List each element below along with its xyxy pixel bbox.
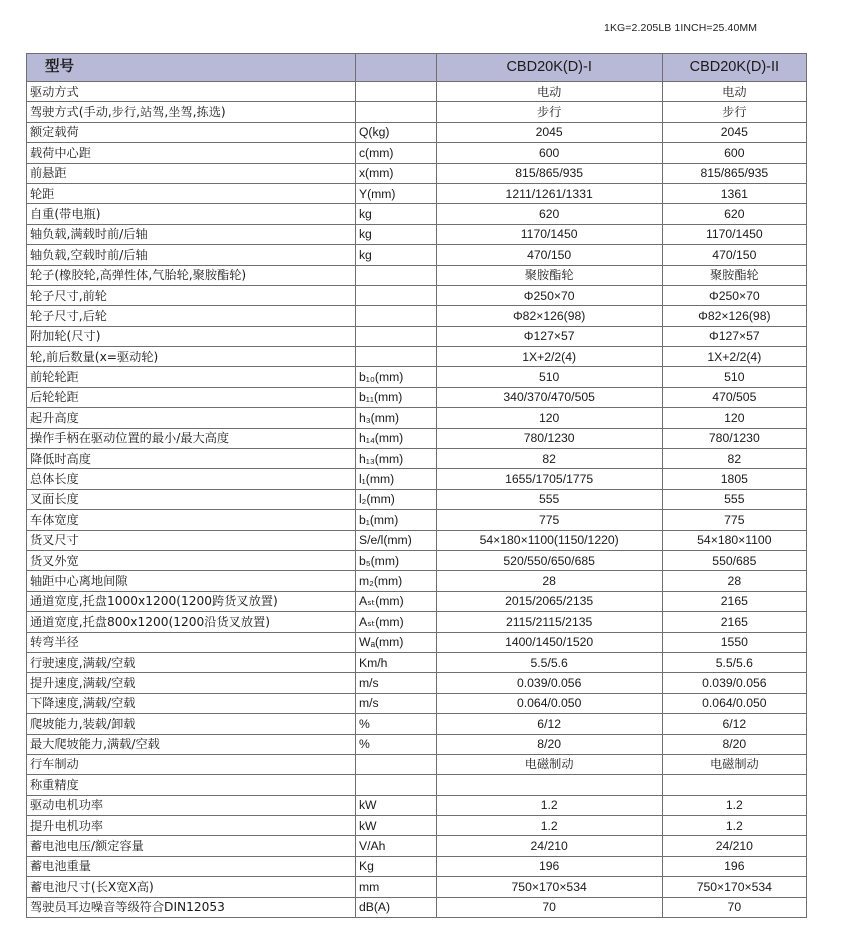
- row-value-model-1: 1.2: [436, 816, 662, 836]
- table-row: [27, 795, 807, 815]
- row-value-model-1: 520/550/650/685: [436, 550, 662, 570]
- header-row: [27, 54, 807, 82]
- row-unit: h₁₃(mm): [355, 449, 436, 469]
- row-unit: l₁(mm): [355, 469, 436, 489]
- table-row: [27, 408, 807, 428]
- row-item-label: 轮子尺寸,前轮: [27, 285, 356, 305]
- row-unit: c(mm): [355, 143, 436, 163]
- row-value-model-2: 电磁制动: [662, 754, 806, 774]
- row-value-model-2: 120: [662, 408, 806, 428]
- row-value-model-2: 750×170×534: [662, 877, 806, 897]
- row-value-model-1: 8/20: [436, 734, 662, 754]
- row-unit: h₃(mm): [355, 408, 436, 428]
- table-row: [27, 714, 807, 734]
- row-value-model-2: 电动: [662, 82, 806, 102]
- row-unit: kg: [355, 245, 436, 265]
- table-row: [27, 265, 807, 285]
- table-row: [27, 326, 807, 346]
- table-row: [27, 82, 807, 102]
- row-item-label: 最大爬坡能力,满载/空载: [27, 734, 356, 754]
- row-item-label: 降低时高度: [27, 449, 356, 469]
- row-value-model-1: 1170/1450: [436, 224, 662, 244]
- table-row: [27, 245, 807, 265]
- table-row: [27, 163, 807, 183]
- table-row: [27, 571, 807, 591]
- table-row: [27, 347, 807, 367]
- row-value-model-1: 196: [436, 856, 662, 876]
- row-value-model-2: 1805: [662, 469, 806, 489]
- row-value-model-1: 120: [436, 408, 662, 428]
- row-item-label: 车体宽度: [27, 510, 356, 530]
- row-unit: [355, 102, 436, 122]
- row-unit: Aₛₜ(mm): [355, 591, 436, 611]
- table-row: [27, 754, 807, 774]
- header-model-2: CBD20K(D)-II: [662, 54, 806, 82]
- row-value-model-2: 1.2: [662, 795, 806, 815]
- table-row: [27, 734, 807, 754]
- row-item-label: 后轮轮距: [27, 387, 356, 407]
- table-row: [27, 897, 807, 917]
- table-row: [27, 632, 807, 652]
- row-value-model-1: 2015/2065/2135: [436, 591, 662, 611]
- row-value-model-1: 775: [436, 510, 662, 530]
- row-item-label: 载荷中心距: [27, 143, 356, 163]
- row-unit: [355, 285, 436, 305]
- row-value-model-2: 0.064/0.050: [662, 693, 806, 713]
- row-value-model-1: 340/370/470/505: [436, 387, 662, 407]
- row-unit: Wₐ(mm): [355, 632, 436, 652]
- header-unit: [355, 54, 436, 82]
- row-item-label: 前轮轮距: [27, 367, 356, 387]
- row-unit: [355, 306, 436, 326]
- table-row: [27, 652, 807, 672]
- row-value-model-1: 780/1230: [436, 428, 662, 448]
- table-row: [27, 591, 807, 611]
- row-value-model-2: 600: [662, 143, 806, 163]
- row-value-model-2: 1.2: [662, 816, 806, 836]
- row-item-label: 通道宽度,托盘800x1200(1200沿货叉放置): [27, 612, 356, 632]
- header-item: 型号: [27, 54, 356, 82]
- row-unit: Q(kg): [355, 122, 436, 142]
- row-unit: kg: [355, 204, 436, 224]
- row-value-model-1: 2115/2115/2135: [436, 612, 662, 632]
- row-value-model-1: 82: [436, 449, 662, 469]
- row-unit: %: [355, 714, 436, 734]
- row-value-model-1: 1211/1261/1331: [436, 183, 662, 203]
- row-item-label: 驱动电机功率: [27, 795, 356, 815]
- row-value-model-1: 电磁制动: [436, 754, 662, 774]
- row-value-model-1: 聚胺酯轮: [436, 265, 662, 285]
- row-value-model-2: 1X+2/2(4): [662, 347, 806, 367]
- row-value-model-2: 470/150: [662, 245, 806, 265]
- row-unit: [355, 754, 436, 774]
- row-unit: V/Ah: [355, 836, 436, 856]
- row-value-model-1: 555: [436, 489, 662, 509]
- row-value-model-1: 1655/1705/1775: [436, 469, 662, 489]
- row-unit: [355, 775, 436, 795]
- row-value-model-2: 2165: [662, 591, 806, 611]
- row-unit: [355, 347, 436, 367]
- row-item-label: 自重(带电瓶): [27, 204, 356, 224]
- row-unit: Km/h: [355, 652, 436, 672]
- row-item-label: 轮,前后数量(x=驱动轮): [27, 347, 356, 367]
- row-item-label: 轴距中心离地间隙: [27, 571, 356, 591]
- row-value-model-1: 6/12: [436, 714, 662, 734]
- row-value-model-2: 815/865/935: [662, 163, 806, 183]
- row-unit: kg: [355, 224, 436, 244]
- table-row: [27, 143, 807, 163]
- row-item-label: 提升速度,满载/空载: [27, 673, 356, 693]
- row-unit: kW: [355, 816, 436, 836]
- table-row: [27, 489, 807, 509]
- row-item-label: 驱动方式: [27, 82, 356, 102]
- row-value-model-2: 82: [662, 449, 806, 469]
- table-row: [27, 775, 807, 795]
- table-row: [27, 102, 807, 122]
- row-item-label: 蓄电池尺寸(长X宽X高): [27, 877, 356, 897]
- table-row: [27, 612, 807, 632]
- row-value-model-2: 2165: [662, 612, 806, 632]
- row-value-model-2: 780/1230: [662, 428, 806, 448]
- table-row: [27, 428, 807, 448]
- row-value-model-2: 54×180×1100: [662, 530, 806, 550]
- row-item-label: 轴负载,满载时前/后轴: [27, 224, 356, 244]
- table-row: [27, 469, 807, 489]
- row-value-model-2: 775: [662, 510, 806, 530]
- row-value-model-1: 510: [436, 367, 662, 387]
- row-unit: h₁₄(mm): [355, 428, 436, 448]
- row-item-label: 驾驶员耳边噪音等级符合DIN12053: [27, 897, 356, 917]
- table-row: [27, 816, 807, 836]
- row-item-label: 驾驶方式(手动,步行,站驾,坐驾,拣选): [27, 102, 356, 122]
- row-value-model-2: 2045: [662, 122, 806, 142]
- row-value-model-2: 步行: [662, 102, 806, 122]
- row-unit: kW: [355, 795, 436, 815]
- row-value-model-2: [662, 775, 806, 795]
- row-value-model-2: 510: [662, 367, 806, 387]
- row-value-model-1: 1X+2/2(4): [436, 347, 662, 367]
- row-value-model-2: 1361: [662, 183, 806, 203]
- row-value-model-2: 8/20: [662, 734, 806, 754]
- row-unit: m/s: [355, 673, 436, 693]
- row-value-model-1: 750×170×534: [436, 877, 662, 897]
- table-row: [27, 693, 807, 713]
- table-row: [27, 306, 807, 326]
- row-value-model-2: 6/12: [662, 714, 806, 734]
- row-value-model-1: 470/150: [436, 245, 662, 265]
- row-value-model-2: 70: [662, 897, 806, 917]
- table-row: [27, 856, 807, 876]
- row-value-model-2: Φ127×57: [662, 326, 806, 346]
- row-value-model-1: 5.5/5.6: [436, 652, 662, 672]
- row-value-model-1: 步行: [436, 102, 662, 122]
- row-item-label: 蓄电池电压/额定容量: [27, 836, 356, 856]
- table-row: [27, 673, 807, 693]
- table-row: [27, 449, 807, 469]
- row-value-model-2: 聚胺酯轮: [662, 265, 806, 285]
- row-unit: x(mm): [355, 163, 436, 183]
- row-value-model-1: 24/210: [436, 836, 662, 856]
- row-item-label: 前悬距: [27, 163, 356, 183]
- row-value-model-2: 1550: [662, 632, 806, 652]
- row-unit: Aₛₜ(mm): [355, 612, 436, 632]
- row-item-label: 轮子(橡胶轮,高弹性体,气胎轮,聚胺酯轮): [27, 265, 356, 285]
- row-item-label: 称重精度: [27, 775, 356, 795]
- row-value-model-1: 电动: [436, 82, 662, 102]
- row-value-model-1: 620: [436, 204, 662, 224]
- row-value-model-2: Φ82×126(98): [662, 306, 806, 326]
- header-model-1: CBD20K(D)-I: [436, 54, 662, 82]
- table-row: [27, 122, 807, 142]
- row-unit: b₁(mm): [355, 510, 436, 530]
- row-value-model-1: 28: [436, 571, 662, 591]
- row-value-model-1: 2045: [436, 122, 662, 142]
- row-unit: mm: [355, 877, 436, 897]
- row-value-model-1: 600: [436, 143, 662, 163]
- row-item-label: 通道宽度,托盘1000x1200(1200跨货叉放置): [27, 591, 356, 611]
- row-unit: b₁₀(mm): [355, 367, 436, 387]
- row-item-label: 行车制动: [27, 754, 356, 774]
- row-item-label: 蓄电池重量: [27, 856, 356, 876]
- row-unit: %: [355, 734, 436, 754]
- row-item-label: 提升电机功率: [27, 816, 356, 836]
- row-value-model-1: Φ127×57: [436, 326, 662, 346]
- row-value-model-1: 0.039/0.056: [436, 673, 662, 693]
- row-item-label: 轮子尺寸,后轮: [27, 306, 356, 326]
- unit-conversion-note: 1KG=2.205LB 1INCH=25.40MM: [604, 22, 758, 34]
- table-row: [27, 530, 807, 550]
- row-unit: [355, 82, 436, 102]
- table-row: [27, 183, 807, 203]
- row-value-model-1: 1400/1450/1520: [436, 632, 662, 652]
- row-unit: b₅(mm): [355, 550, 436, 570]
- row-value-model-2: 28: [662, 571, 806, 591]
- row-value-model-2: 1170/1450: [662, 224, 806, 244]
- row-unit: Kg: [355, 856, 436, 876]
- row-value-model-2: 24/210: [662, 836, 806, 856]
- row-value-model-1: 54×180×1100(1150/1220): [436, 530, 662, 550]
- row-unit: m/s: [355, 693, 436, 713]
- row-item-label: 轮距: [27, 183, 356, 203]
- row-value-model-2: 470/505: [662, 387, 806, 407]
- row-unit: Y(mm): [355, 183, 436, 203]
- row-unit: dB(A): [355, 897, 436, 917]
- row-item-label: 货叉尺寸: [27, 530, 356, 550]
- row-value-model-2: Φ250×70: [662, 285, 806, 305]
- row-value-model-2: 0.039/0.056: [662, 673, 806, 693]
- row-item-label: 叉面长度: [27, 489, 356, 509]
- spec-table: [26, 53, 807, 918]
- row-value-model-1: 70: [436, 897, 662, 917]
- row-value-model-1: Φ250×70: [436, 285, 662, 305]
- row-value-model-1: 815/865/935: [436, 163, 662, 183]
- row-item-label: 操作手柄在驱动位置的最小/最大高度: [27, 428, 356, 448]
- row-item-label: 轴负载,空载时前/后轴: [27, 245, 356, 265]
- table-row: [27, 224, 807, 244]
- row-unit: [355, 326, 436, 346]
- row-unit: b₁₁(mm): [355, 387, 436, 407]
- row-item-label: 总体长度: [27, 469, 356, 489]
- row-item-label: 附加轮(尺寸): [27, 326, 356, 346]
- row-unit: S/e/l(mm): [355, 530, 436, 550]
- row-item-label: 额定载荷: [27, 122, 356, 142]
- row-value-model-1: Φ82×126(98): [436, 306, 662, 326]
- row-unit: m₂(mm): [355, 571, 436, 591]
- row-value-model-2: 196: [662, 856, 806, 876]
- row-value-model-1: 0.064/0.050: [436, 693, 662, 713]
- row-item-label: 行驶速度,满载/空载: [27, 652, 356, 672]
- table-row: [27, 204, 807, 224]
- table-row: [27, 877, 807, 897]
- row-unit: [355, 265, 436, 285]
- row-value-model-2: 550/685: [662, 550, 806, 570]
- row-item-label: 起升高度: [27, 408, 356, 428]
- row-value-model-2: 620: [662, 204, 806, 224]
- row-item-label: 转弯半径: [27, 632, 356, 652]
- table-row: [27, 836, 807, 856]
- table-row: [27, 285, 807, 305]
- spec-table-body: [27, 82, 807, 918]
- row-value-model-2: 5.5/5.6: [662, 652, 806, 672]
- row-unit: l₂(mm): [355, 489, 436, 509]
- row-item-label: 下降速度,满载/空载: [27, 693, 356, 713]
- row-value-model-1: 1.2: [436, 795, 662, 815]
- row-value-model-2: 555: [662, 489, 806, 509]
- table-row: [27, 367, 807, 387]
- row-value-model-1: [436, 775, 662, 795]
- table-row: [27, 550, 807, 570]
- table-row: [27, 387, 807, 407]
- row-item-label: 爬坡能力,装载/卸载: [27, 714, 356, 734]
- row-item-label: 货叉外宽: [27, 550, 356, 570]
- table-row: [27, 510, 807, 530]
